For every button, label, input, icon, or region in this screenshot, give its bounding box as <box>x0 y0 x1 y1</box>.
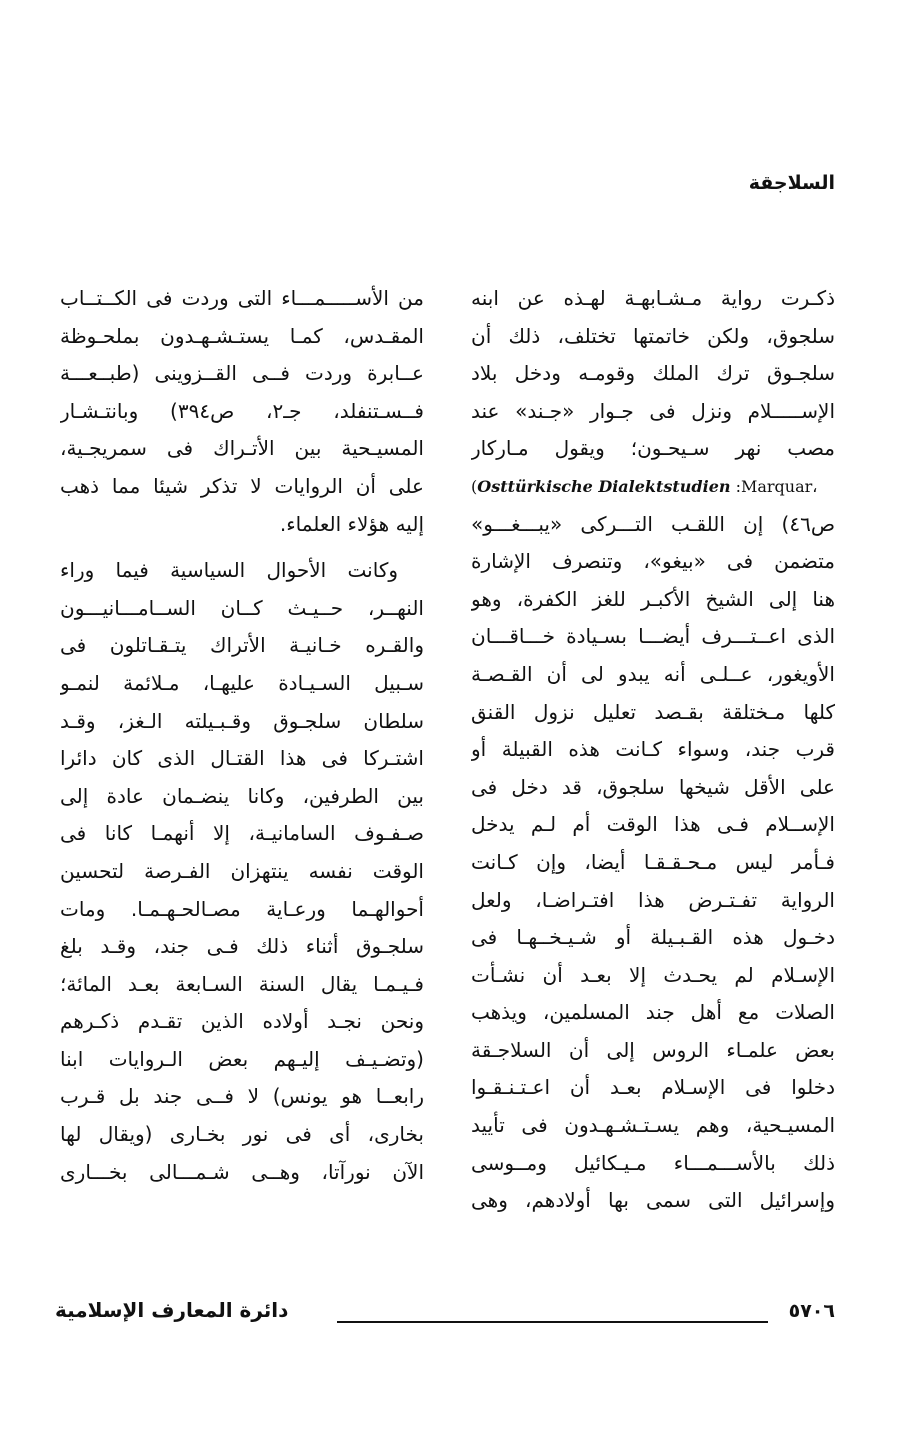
text-line: المسيـحية، وهم يسـتـشـهـدون فى تأييد <box>471 1113 835 1138</box>
citation-author: Marquar <box>740 476 813 496</box>
text-line: ونحن نجـد أولاده الذين تقـدم ذكـرهم <box>60 1009 424 1034</box>
text-line: سلجـوق ترك الملك وقومـه ودخل بلاد <box>471 361 835 386</box>
text-line: فـأمر ليس مـحـقـقـا أيضا، وإن كـانت <box>471 849 835 874</box>
text-line: بعض علمـاء الروس إلى أن السلاجـقة <box>471 1037 835 1062</box>
text-line: ذكـرت رواية مـشـابهـة لهـذه عن ابنه <box>471 286 835 310</box>
text-line: الإسـلام لم يحـدث إلا بعـد أن نشـأت <box>471 962 835 987</box>
text-line: دخلوا فى الإسـلام بعـد أن اعـتـنـقـوا <box>471 1075 835 1100</box>
text-line: وكانت الأحوال السياسية فيما وراء <box>60 558 398 583</box>
text-line: مصب نهر سـيحـون؛ ويقول مـاركار <box>471 436 835 461</box>
text-line: فـيـمـا يقال السنة السـابعة بعـد المائة؛ <box>60 971 424 996</box>
text-line: أحوالهـما ورعـاية مصـالحـهـمـا. ومات <box>60 896 424 921</box>
text-line: الذى اعــتـــرف أيضـــا بسـيادة خـــاقـــان <box>471 624 835 649</box>
text-line: كلها مـختلقة بقـصد تعليل نزول القنق <box>471 699 835 724</box>
citation-title: Osttürkische Dialektstudien <box>477 476 731 496</box>
left-column <box>60 280 424 1191</box>
text-line: سلطان سلجـوق وقـبـيلته الـغز، وقـد <box>60 708 424 733</box>
text-line: على الأقل شيخها سلجوق، قد دخل فى <box>471 774 835 799</box>
text-line: عــابرة وردت فــى القــزوينى (طبــعـــة <box>60 361 424 386</box>
text-line: الأويغور، عــلـى أنه يبدو لى أن القـصـة <box>471 661 835 686</box>
text-line: من الأســـــمـــاء التى وردت فى الكــتــاب <box>60 286 424 310</box>
text-line: والقـره خـانيـة الأتراك يتـقـاتلون فى <box>60 633 424 658</box>
citation-prefix: ( <box>471 476 478 496</box>
text-line: سـبيل السـيـادة عليهـا، مـلائمة لنمـو <box>60 670 424 695</box>
publication-title: دائرة المعارف الإسلامية <box>55 1298 289 1322</box>
text-line: الرواية تفـتـرض هذا افتـراضـا، ولعل <box>471 887 835 912</box>
text-line: الإســلام فـى هذا الوقت أم لـم يدخل <box>471 812 835 837</box>
text-line: رابعــا هو يونس) لا فــى جند بل قـرب <box>60 1084 424 1109</box>
text-line: على أن الروايات لا تذكر شيئا مما ذهب <box>60 473 424 498</box>
text-line: بخارى، أى فى نور بخـارى (ويقال لها <box>60 1122 424 1147</box>
text-line: الآن نورآتا، وهــى شـمـــالى بخـــارى <box>60 1159 424 1184</box>
text-line: المقـدس، كمـا يستـشـهـدون بملحـوظة <box>60 323 424 348</box>
text-line: دخـول هذه القـبـيلة أو شـيـخــهـا فى <box>471 925 835 950</box>
page-number: ٥٧٠٦ <box>788 1300 835 1322</box>
text-line: الإســـــلام ونزل فى جـوار «جـند» عند <box>471 398 835 423</box>
citation-suffix: ، <box>812 476 818 496</box>
text-line: ذلك بالأســـمـــاء مـيـكائيل ومــوسى <box>471 1150 835 1175</box>
text-line: صـفـوف السامانيـة، إلا أنهمـا كانا فى <box>60 821 424 846</box>
text-line: متضمن فى «بيغو»، وتنصرف الإشارة <box>471 549 835 574</box>
text-line: النهــر، حــيـث كــان الســامـــانيـــون <box>60 595 424 620</box>
text-line: ص٤٦) إن اللقـب التـــركى «يبـــغـــو» <box>471 511 835 536</box>
text-line: اشتـركا فى هذا القتـال الذى كان دائرا <box>60 746 424 771</box>
text-line: سلجـوق أثناء ذلك فـى جند، وقـد بلغ <box>60 934 424 959</box>
text-line: المسيـحية بين الأتـراك فى سمريجـية، <box>60 436 424 461</box>
page-footer <box>55 1300 835 1340</box>
latin-citation-line: (Osttürkische Dialektstudien :Marquar، <box>471 476 818 496</box>
text-line: سلجوق، ولكن خاتمتها تختلف، ذلك أن <box>471 323 835 348</box>
text-line: إليه هؤلاء العلماء. <box>279 511 424 536</box>
footer-rule <box>337 1321 768 1323</box>
text-line: الوقت نفسه ينتهزان الفـرصة لتحسين <box>60 858 424 883</box>
right-column <box>471 280 835 1220</box>
text-line: بين الطرفين، وكانا ينضـمان عادة إلى <box>60 783 424 808</box>
text-line: الصلات مع أهل جند المسلمين، ويذهب <box>471 1000 835 1025</box>
text-line: فــسـتنفلد، جـ٢، ص٣٩٤) وبانتـشـار <box>60 398 424 423</box>
running-head: السلاجقة <box>748 172 835 194</box>
text-line: (وتضـيـف إليـهم بعض الـروايات ابنا <box>60 1046 424 1071</box>
text-line: قرب جند، وسواء كـانت هذه القبيلة أو <box>471 737 835 762</box>
text-line: وإسرائيل التى سمى بها أولادهم، وهى <box>471 1188 835 1213</box>
text-line: هنا إلى الشيخ الأكبـر للغز الكفرة، وهو <box>471 586 835 611</box>
